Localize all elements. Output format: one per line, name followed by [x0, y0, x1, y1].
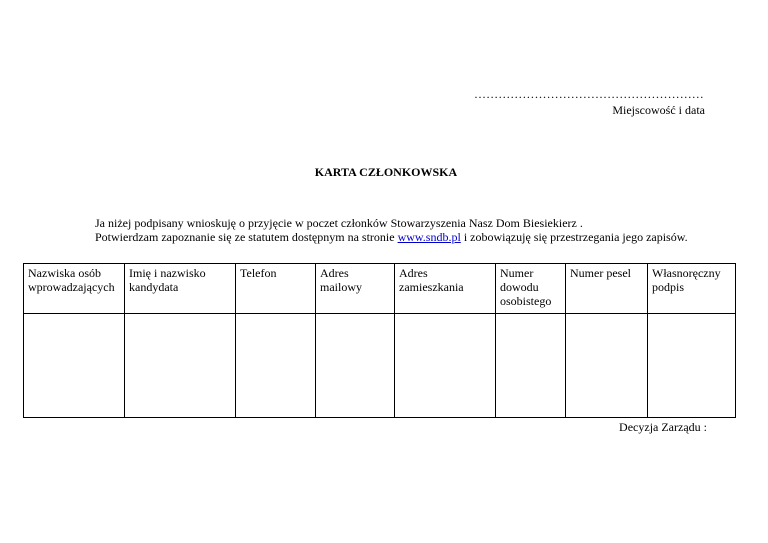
place-date-label: Miejscowość i data — [612, 103, 705, 117]
header-candidate-name: Imię i nazwisko kandydata — [125, 264, 236, 314]
cell-candidate-name[interactable] — [125, 314, 236, 418]
cell-phone[interactable] — [236, 314, 316, 418]
header-phone: Telefon — [236, 264, 316, 314]
page-title: KARTA CZŁONKOWSKA — [314, 165, 458, 179]
membership-table — [23, 263, 736, 418]
board-decision-label: Decyzja Zarządu : — [619, 420, 707, 434]
cell-introducers[interactable] — [24, 314, 125, 418]
table-header-row — [24, 264, 736, 314]
statute-link[interactable]: www.sndb.pl — [397, 230, 461, 244]
header-pesel: Numer pesel — [566, 264, 648, 314]
declaration-line-2-end: i zobowiązuję się przestrzegania jego zapisów. — [460, 230, 688, 244]
header-email: Adres mailowy — [316, 264, 395, 314]
cell-id-number[interactable] — [496, 314, 566, 418]
table-row — [24, 314, 736, 418]
cell-email[interactable] — [316, 314, 395, 418]
declaration-line-1: Ja niżej podpisany wnioskuję o przyjęcie w poczet członków Stowarzyszenia Nasz Dom Biesiekierz . — [95, 216, 583, 230]
cell-signature[interactable] — [648, 314, 736, 418]
declaration-line-2 — [95, 230, 688, 245]
cell-address[interactable] — [395, 314, 496, 418]
header-introducers: Nazwiska osób wprowadzających — [24, 264, 125, 314]
header-address: Adres zamieszkania — [395, 264, 496, 314]
header-signature: Własnoręczny podpis — [648, 264, 736, 314]
signature-dots: ………………………………………………… — [474, 87, 704, 101]
header-id-number: Numer dowodu osobistego — [496, 264, 566, 314]
declaration-line-2-start: Potwierdzam zapoznanie się ze statutem dostępnym na stronie — [95, 230, 398, 244]
cell-pesel[interactable] — [566, 314, 648, 418]
